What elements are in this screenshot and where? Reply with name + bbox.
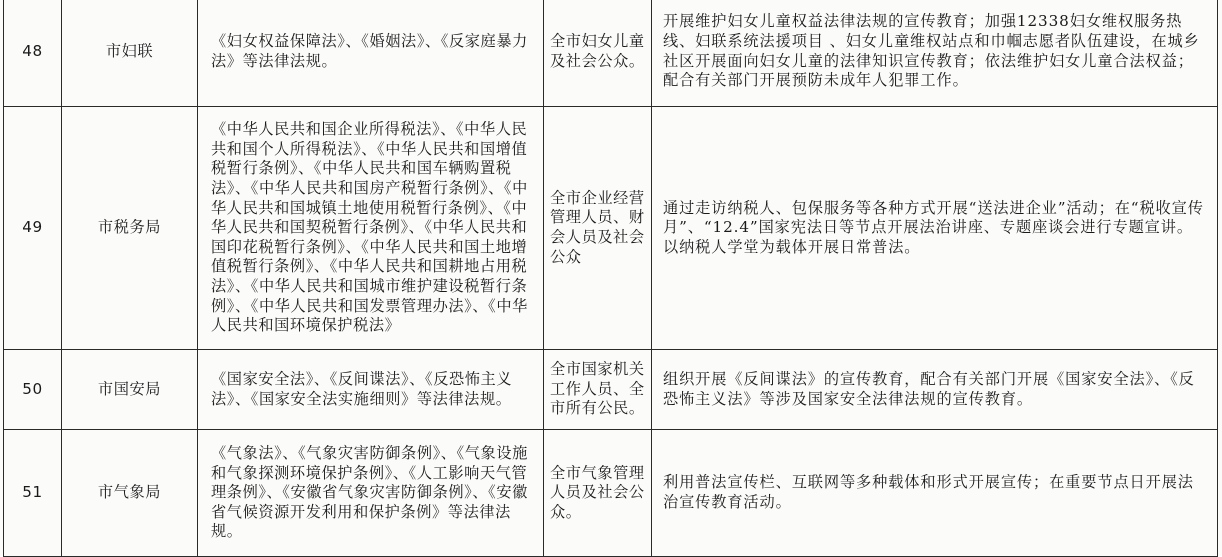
target-audience-cell: 全市企业经营管理人员、财会人员及社会公众	[544, 107, 652, 350]
target-audience-cell: 全市气象管理人员及社会公众。	[544, 430, 652, 557]
row-number: 48	[4, 0, 62, 107]
department-cell: 市国安局	[62, 350, 198, 430]
target-audience-cell: 全市国家机关工作人员、全市所有公民。	[544, 350, 652, 430]
table-row	[4, 350, 1218, 430]
department-cell: 市税务局	[62, 107, 198, 350]
laws-cell: 《气象法》、《气象灾害防御条例》、《气象设施和气象探测环境保护条例》、《人工影响天气管理条例》、《安徽省气象灾害防御条例》、《安徽省气候资源开发利用和保护条例》等法律法规。	[198, 430, 544, 557]
target-audience-cell: 全市妇女儿童及社会公众。	[544, 0, 652, 107]
laws-cell: 《中华人民共和国企业所得税法》、《中华人民共和国个人所得税法》、《中华人民共和国增值税暂行条例》、《中华人民共和国车辆购置税法》、《中华人民共和国房产税暂行条例》、《中华人民共和国城镇土地使用税暂行条例》、《中华人民共和国契税暂行条例》、《中华人民共和国印花税暂行条例》、《中华人民共和国土地增值税暂行条例》、《中华人民共和国耕地占用税法》、《中华人民共和国城市维护建设税暂行条例》、《中华人民共和国发票管理办法》、《中华人民共和国环境保护税法》	[198, 107, 544, 350]
content-cell: 通过走访纳税人、包保服务等各种方式开展“送法进企业”活动；在“税收宣传月”、“12.4”国家宪法日等节点开展法治讲座、专题座谈会进行专题宣讲。以纳税人学堂为载体开展日常普法。	[652, 107, 1218, 350]
row-number: 50	[4, 350, 62, 430]
table-row	[4, 107, 1218, 350]
content-cell: 组织开展《反间谍法》的宣传教育，配合有关部门开展《国家安全法》、《反恐怖主义法》等涉及国家安全法律法规的宣传教育。	[652, 350, 1218, 430]
content-cell: 利用普法宣传栏、互联网等多种载体和形式开展宣传；在重要节点日开展法治宣传教育活动。	[652, 430, 1218, 557]
law-publicity-table	[3, 0, 1218, 557]
table-row	[4, 430, 1218, 557]
row-number: 49	[4, 107, 62, 350]
row-number: 51	[4, 430, 62, 557]
content-cell: 开展维护妇女儿童权益法律法规的宣传教育；加强12338妇女维权服务热线、妇联系统法援项目 、妇女儿童维权站点和巾帼志愿者队伍建设，在城乡社区开展面向妇女儿童的法律知识宣传教育；依法维护妇女儿童合法权益；配合有关部门开展预防未成年人犯罪工作。	[652, 0, 1218, 107]
laws-cell: 《国家安全法》、《反间谍法》、《反恐怖主义法》、《国家安全法实施细则》等法律法规。	[198, 350, 544, 430]
department-cell: 市妇联	[62, 0, 198, 107]
laws-cell: 《妇女权益保障法》、《婚姻法》、《反家庭暴力法》等法律法规。	[198, 0, 544, 107]
table-row	[4, 0, 1218, 107]
department-cell: 市气象局	[62, 430, 198, 557]
